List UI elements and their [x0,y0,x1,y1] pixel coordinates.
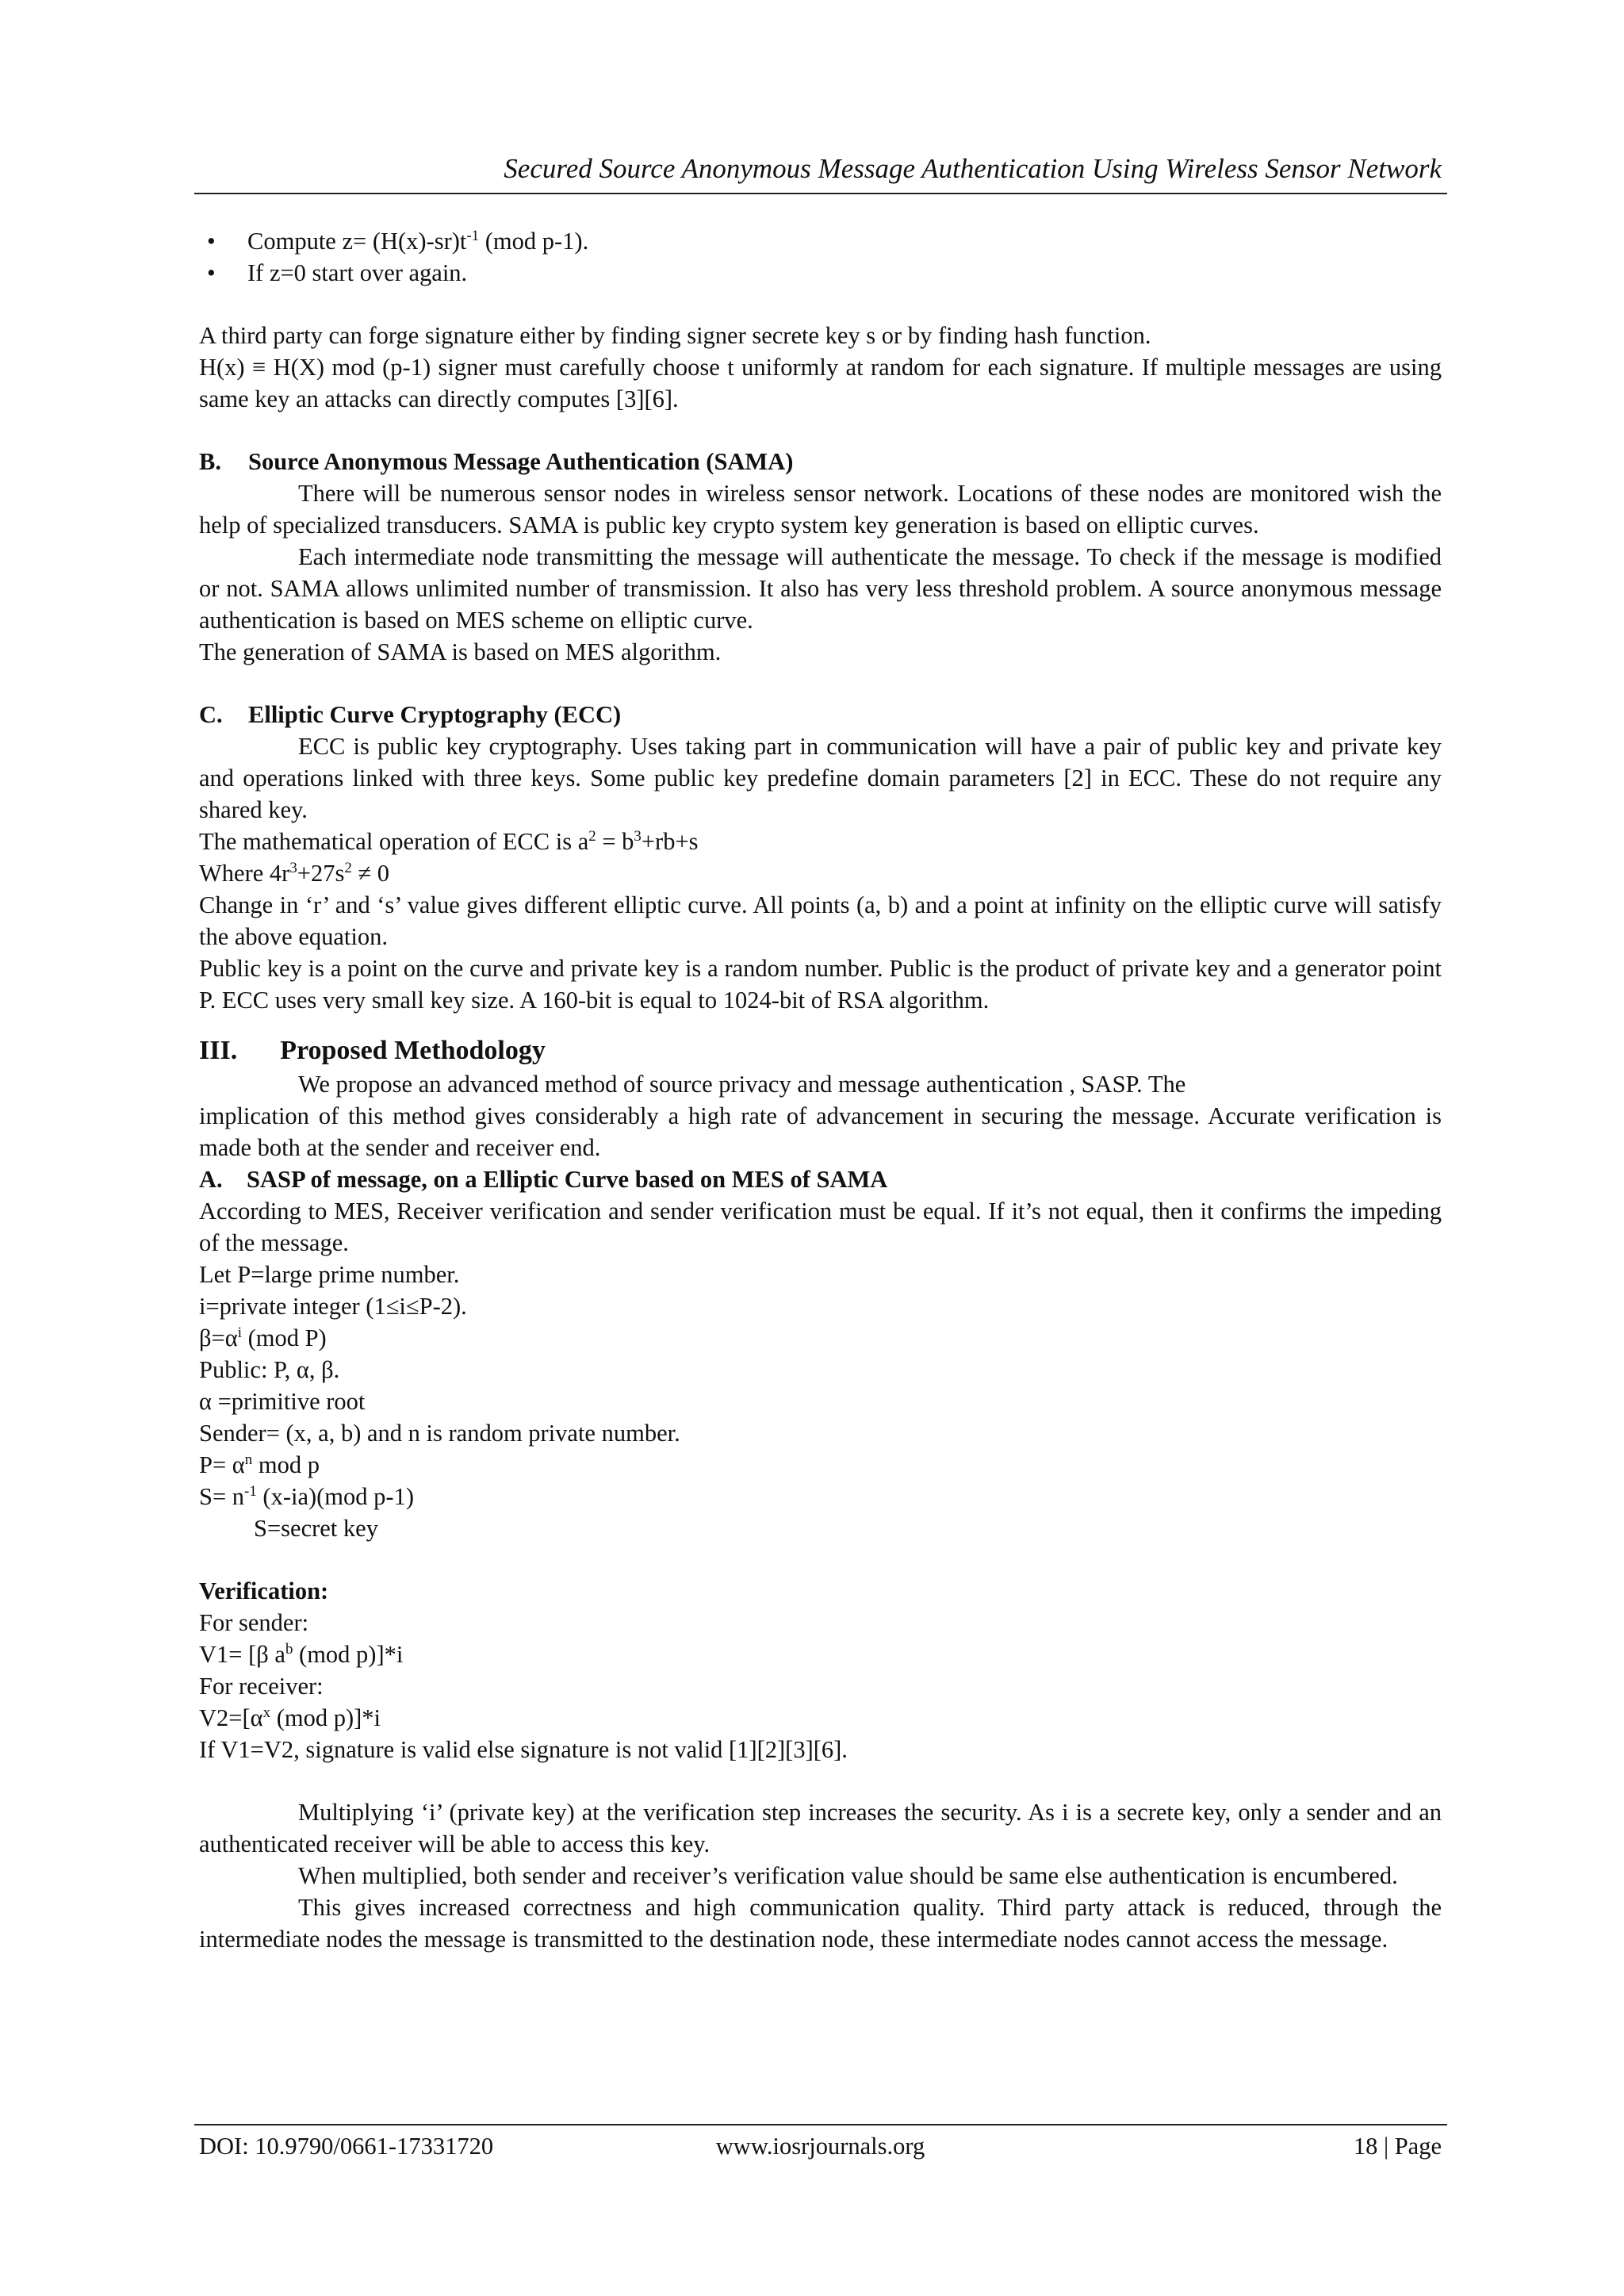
closing-paragraph: This gives increased correctness and high communication quality. Third party attack is reduced, through the intermediate nodes the message is transmitted to the destination node, these intermediate nodes cannot access the message. [199,1894,1442,1953]
section-b-paragraph: The generation of SAMA is based on MES algorithm. [199,638,722,665]
bullet-item: • Compute $z= (H(x)-sr)t^{-1}$ (mod p-1). [199,225,1442,257]
section-3-intro-line: We propose an advanced method of source privacy and message authentication , SASP. The [298,1071,1186,1098]
section-3-paragraph: implication of this method gives considerably a high rate of advancement in securing the message. Accurate verification is made both at the sender and receiver end. [199,1102,1442,1161]
definition-line: S=secret key [254,1515,378,1542]
ecc-condition: Where $4r^3+27s^2 \ne 0$ [199,859,390,887]
verification-heading: Verification: [199,1577,329,1604]
page-content [199,225,1442,1955]
bullet-icon: • [207,259,216,286]
section-3a-heading: A. SASP of message, on a Elliptic Curve based on MES of SAMA [199,1166,888,1193]
verification-formula: $V2=[\alpha^x$ (mod p)]*i [199,1704,381,1731]
definition-line: $P= \alpha^n$ mod p [199,1451,320,1478]
definition-line: α =primitive root [199,1388,366,1415]
bullet-list [199,225,1442,289]
verification-result: If V1=V2, signature is valid else signature is not valid [1][2][3][6]. [199,1736,848,1763]
definition-line: Sender= (x, a, b) and n is random private number. [199,1420,680,1447]
section-c-paragraph: Change in ‘r’ and ‘s’ value gives different elliptic curve. All points (a, b) and a point at infinity on the elliptic curve will satisfy the above equation. [199,891,1442,950]
header-rule [194,193,1447,194]
definition-line: Let P=large prime number. [199,1261,460,1288]
definition-line: Public: P, α, β. [199,1356,340,1383]
closing-paragraph: When multiplied, both sender and receiver’s verification value should be same else authentication is encumbered. [298,1862,1398,1889]
footer-page-number: 18 | Page [1353,2133,1442,2160]
footer-doi: DOI: 10.9790/0661-17331720 [199,2133,494,2160]
verification-formula: V1= [β $a^b$ (mod p)]*i [199,1640,404,1668]
section-b-heading: B. Source Anonymous Message Authentication (SAMA) [199,448,794,475]
section-3-heading: III. Proposed Methodology [199,1036,546,1065]
running-header-title: Secured Source Anonymous Message Authentication Using Wireless Sensor Network [504,153,1442,184]
section-b-paragraph: There will be numerous sensor nodes in wireless sensor network. Locations of these nodes are monitored wish the help of specialized transducers. SAMA is public key crypto system key generation is based on elliptic curves. [199,480,1442,539]
section-c-paragraph: Public key is a point on the curve and private key is a random number. Public is the product of private key and a generator point P. ECC uses very small key size. A 160-bit is equal to 1024-bit of RSA algorithm. [199,955,1442,1014]
section-c-paragraph: ECC is public key cryptography. Uses taking part in communication will have a pair of public key and private key and operations linked with three keys. Some public key predefine domain parameters [2] in ECC. These do not require any shared key. [199,733,1442,823]
definition-line: i=private integer (1≤i≤P-2). [199,1293,467,1320]
section-3a-paragraph: According to MES, Receiver verification and sender verification must be equal. If it’s not equal, then it confirms the impeding of the message. [199,1198,1442,1256]
verification-line: For sender: [199,1609,309,1636]
forgery-line: A third party can forge signature either by finding signer secrete key s or by finding hash function. [199,322,1151,349]
definition-line: $S= n^{-1}$ (x-ia)(mod p-1) [199,1482,414,1510]
forgery-paragraph: H(x) ≡ H(X) mod (p-1) signer must carefully choose t uniformly at random for each signature. If multiple messages are using same key an attacks can directly computes [3][6]. [199,354,1442,412]
bullet-item: • If z=0 start over again. [199,257,1442,289]
bullet-icon: • [207,228,216,255]
section-b-paragraph: Each intermediate node transmitting the message will authenticate the message. To check if the message is modified or not. SAMA allows unlimited number of transmission. It also has very less threshold problem. A source anonymous message authentication is based on MES scheme on elliptic curve. [199,543,1442,634]
verification-line: For receiver: [199,1673,324,1700]
footer-rule [194,2124,1447,2125]
ecc-equation: The mathematical operation of ECC is $a^2 = b^3+rb+s$ [199,827,699,855]
closing-paragraph: Multiplying ‘i’ (private key) at the verification step increases the security. As i is a secrete key, only a sender and an authenticated receiver will be able to access this key. [199,1799,1442,1857]
definition-line: $\beta=\alpha^i$ (mod P) [199,1324,327,1351]
footer-website: www.iosrjournals.org [715,2133,925,2160]
section-c-heading: C. Elliptic Curve Cryptography (ECC) [199,701,622,728]
